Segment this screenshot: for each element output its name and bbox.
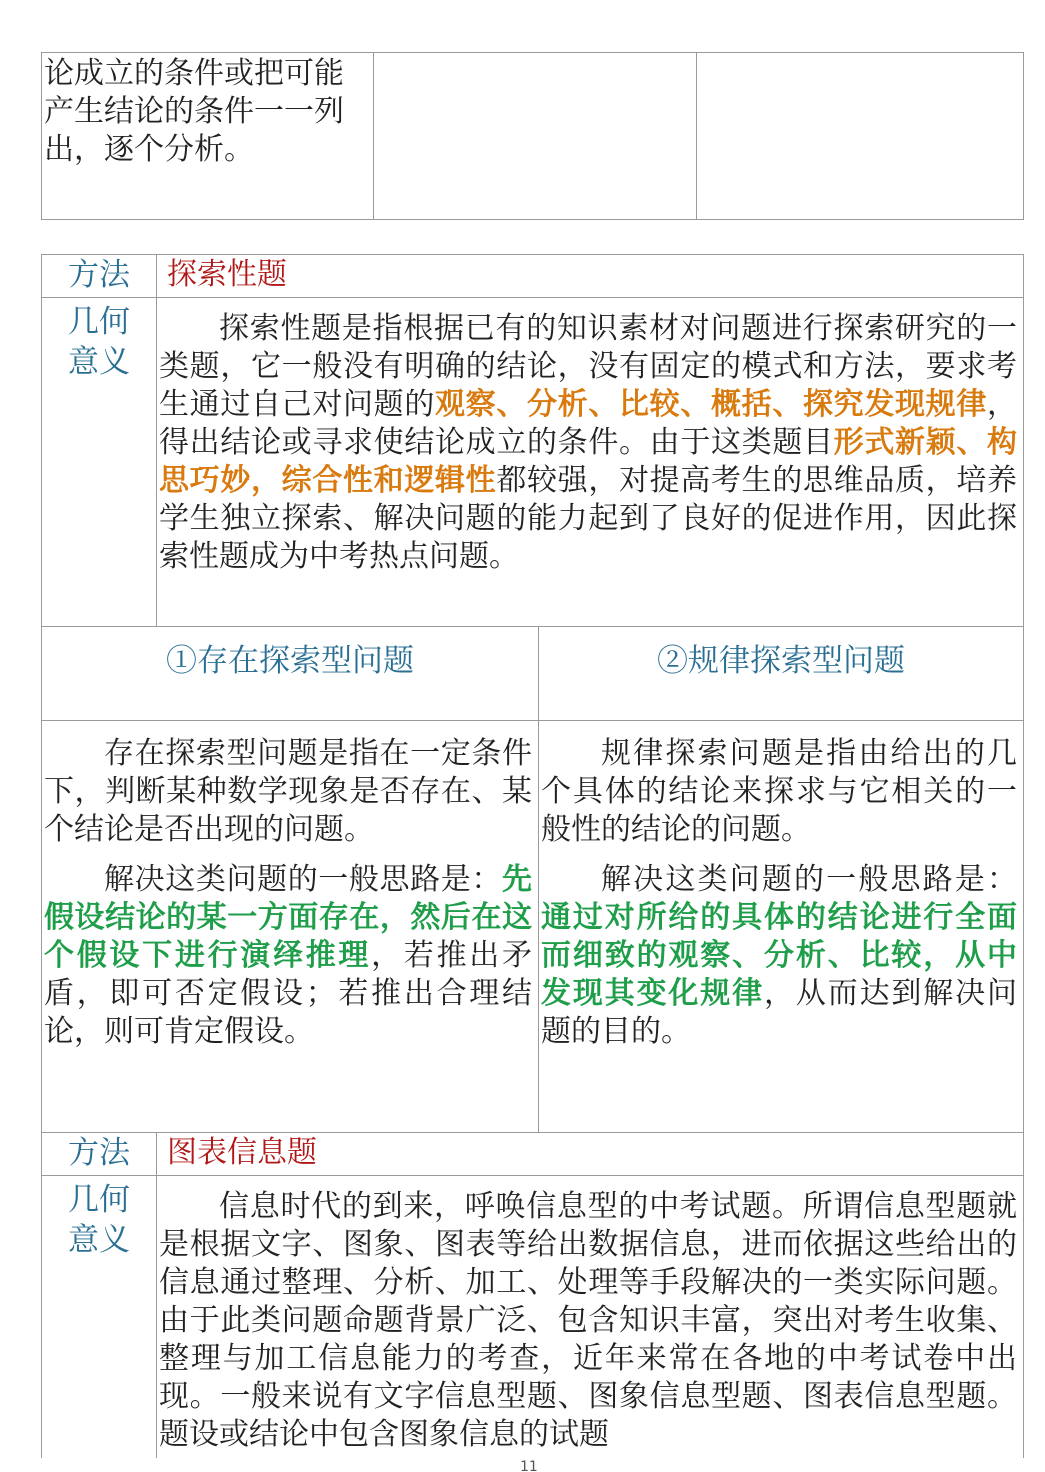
meaning-label-line: 几何 [68, 304, 130, 340]
subsection-title-left: ①存在探索型问题 [42, 627, 539, 721]
method-label: 方法 [42, 255, 157, 298]
meaning-label-line: 意义 [68, 1222, 130, 1258]
meaning-label [42, 1176, 157, 1458]
content-paragraph: 规律探索问题是指由给出的几个具体的结论来探求与它相关的一般性的结论的问题。 [541, 736, 1017, 847]
previous-table-cell-text: 论成立的条件或把可能产生结论的条件一一列出，逐个分析。 [42, 53, 374, 220]
previous-table-empty-cell [374, 53, 697, 220]
highlight-text: 形式新颖、构思巧妙，综合性和逻辑性 [159, 425, 1018, 498]
highlight-text: 通过对所给的具体的结论进行全面而细致的观察、分析、比较，从中发现其变化规律 [541, 900, 1017, 1011]
highlight-text: 先假设结论的某一方面存在，然后在这个假设下进行演绎推理 [44, 862, 532, 973]
subsection-content-right [539, 721, 1024, 1133]
previous-table [41, 52, 1024, 220]
subsection-title-right: ②规律探索型问题 [539, 627, 1024, 721]
method-label: 方法 [42, 1133, 157, 1176]
method-table [41, 254, 1024, 1458]
subsection-content-left [42, 721, 539, 1133]
content-paragraph: 存在探索型问题是指在一定条件下，判断某种数学现象是否存在、某个结论是否出现的问题。 [44, 736, 532, 847]
previous-table-empty-cell [697, 53, 1024, 220]
description-paragraph: 信息时代的到来，呼唤信息型的中考试题。所谓信息型题就是根据文字、图象、图表等给出数据信息，进而依据这些给出的信息通过整理、分析、加工、处理等手段解决的一类实际问题。由于此类问题命题背景广泛、包含知识丰富，突出对考生收集、整理与加工信息能力的考查，近年来常在各地的中考试卷中出现。一般来说有文字信息型题、图象信息型题、图表信息型题。题设或结论中包含图象信息的试题 [159, 1189, 1017, 1452]
page-number: 11 [520, 1459, 538, 1472]
content-paragraph: 解决这类问题的一般思路是：通过对所给的具体的结论进行全面而细致的观察、分析、比较，从中发现其变化规律，从而达到解决问题的目的。 [541, 862, 1017, 1049]
section-description [157, 1176, 1024, 1458]
meaning-label-line: 意义 [68, 344, 130, 380]
meaning-label-line: 几何 [68, 1182, 130, 1218]
meaning-label [42, 298, 157, 627]
section-description [157, 298, 1024, 627]
section-title: 探索性题 [157, 255, 1024, 298]
description-paragraph: 探索性题是指根据已有的知识素材对问题进行探索研究的一类题，它一般没有明确的结论，没有固定的模式和方法，要求考生通过自己对问题的观察、分析、比较、概括、探究发现规律，得出结论或寻求使结论成立的条件。由于这类题目形式新颖、构思巧妙，综合性和逻辑性都较强，对提高考生的思维品质，培养学生独立探索、解决问题的能力起到了良好的促进作用，因此探索性题成为中考热点问题。 [159, 311, 1018, 574]
content-paragraph: 解决这类问题的一般思路是：先假设结论的某一方面存在，然后在这个假设下进行演绎推理，若推出矛盾，即可否定假设；若推出合理结论，则可肯定假设。 [44, 862, 533, 1049]
highlight-text: 观察、分析、比较、概括、探究发现规律 [435, 387, 987, 422]
section-title: 图表信息题 [157, 1133, 1024, 1176]
